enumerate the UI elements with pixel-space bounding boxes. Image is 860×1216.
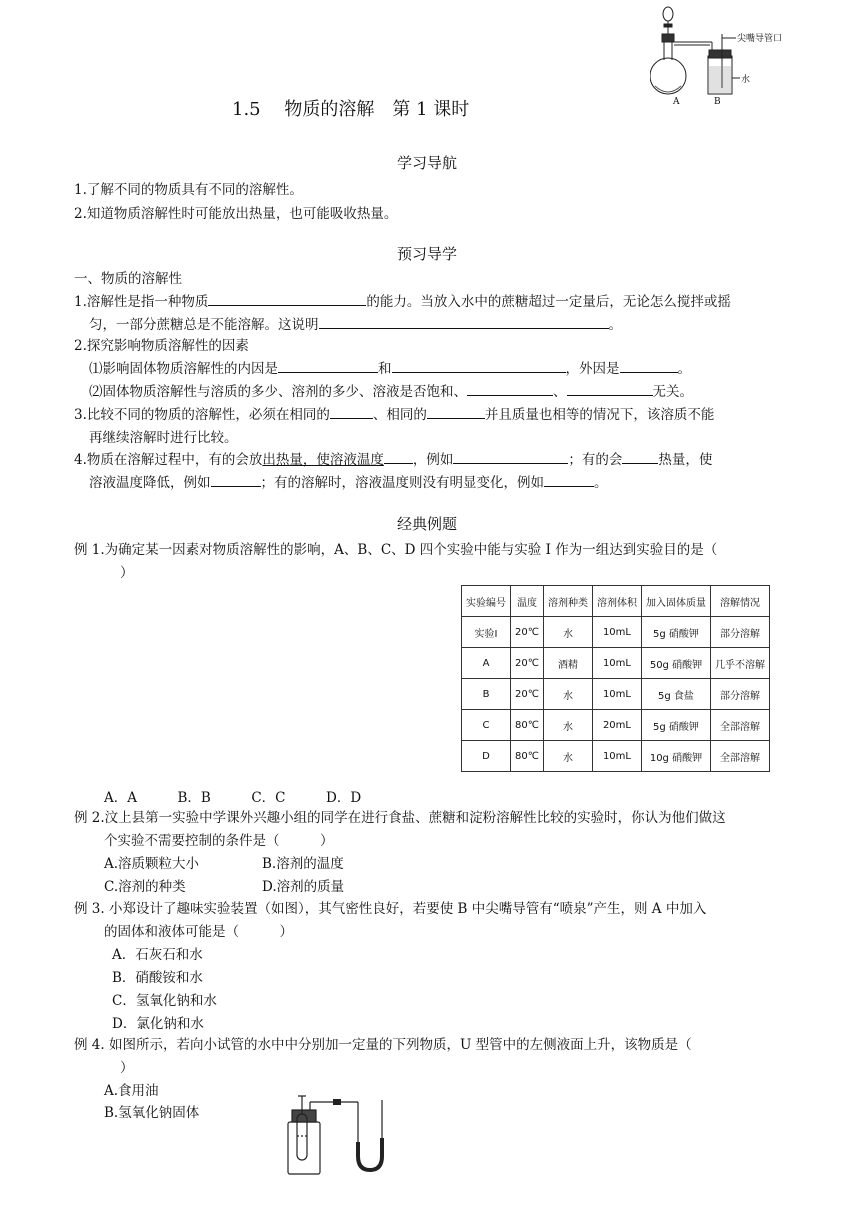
table-cell: 10mL [592,679,641,710]
table-header-cell: 溶剂体积 [592,586,641,617]
question-1-line-1: 1.溶解性是指一种物质 的能力。当放入水中的蔗糖超过一定量后，无论怎么搅拌或摇 [74,290,731,310]
blank[interactable] [427,404,485,419]
table-cell: C [462,710,511,741]
blank[interactable] [622,449,658,464]
table-cell: D [462,741,511,772]
question-4-line-2: 溶液温度降低，例如 ；有的溶解时，溶液温度则没有明显变化，例如 。 [89,471,608,491]
page-title: 1.5 物质的溶解 第 1 课时 [232,99,470,120]
section-heading-nav: 学习导航 [397,154,458,172]
blank[interactable] [392,358,566,373]
figure-label-b: B [714,97,721,107]
example-2-option-b: B.溶剂的温度 [262,856,344,872]
table-cell: 水 [543,741,592,772]
example-3-option-b: B．硝酸铵和水 [112,970,203,986]
table-cell: 实验I [462,617,511,648]
blank[interactable] [453,449,568,464]
blank[interactable] [467,381,553,396]
example-3-line-2: 的固体和液体可能是（ ） [104,924,293,940]
table-header-cell: 溶解情况 [710,586,769,617]
table-cell: 酒精 [543,648,592,679]
example-3-option-d: D．氯化钠和水 [112,1016,204,1032]
blank[interactable] [330,404,373,419]
example-1-line-1: 例 1.为确定某一因素对物质溶解性的影响，A、B、C、D 四个实验中能与实验 I 作为一组达到实验目的是（ [74,542,718,558]
example-1-line-2: ） [120,565,134,581]
apparatus-figure [650,0,783,110]
example-3-option-c: C．氢氧化钠和水 [112,993,217,1009]
table-cell: 10mL [592,648,641,679]
table-cell: 20℃ [511,648,544,679]
u-tube-figure [278,1092,398,1184]
table-cell: 50g 硝酸钾 [641,648,710,679]
table-cell: A [462,648,511,679]
question-2: 2.探究影响物质溶解性的因素 [74,338,249,354]
example-1-options: A．A B．B C．C D．D [104,790,362,806]
table-cell: 水 [543,617,592,648]
table-header-cell: 溶剂种类 [543,586,592,617]
nav-line-1: 1.了解不同的物质具有不同的溶解性。 [74,182,303,198]
section-heading-examples: 经典例题 [397,515,458,533]
table-cell: 全部溶解 [710,741,769,772]
table-cell: 20℃ [511,679,544,710]
example-4-option-a: A.食用油 [104,1083,159,1099]
section-heading-preview: 预习导学 [397,245,458,263]
blank[interactable] [544,472,594,487]
table-cell: 10mL [592,617,641,648]
table-cell: 20℃ [511,617,544,648]
figure-label-water: 水 [741,75,751,85]
table-cell: 部分溶解 [710,617,769,648]
question-4-line-1: 4.物质在溶解过程中，有的会放出热量，使溶液温度 ，例如 ；有的会 热量，使 [74,448,712,468]
table-cell: 20mL [592,710,641,741]
blank[interactable] [384,449,413,464]
question-1-line-2: 匀，一部分蔗糖总是不能溶解。这说明 。 [89,313,622,333]
example-2-line-2: 个实验不需要控制的条件是（ ） [104,833,334,849]
example-2-line-1: 例 2.汶上县第一实验中学课外兴趣小组的同学在进行食盐、蔗糖和淀粉溶解性比较的实验时，你认为他们做这 [74,810,726,826]
example-2-option-d: D.溶剂的质量 [262,879,345,895]
example-2-option-c: C.溶剂的种类 [104,879,186,895]
table-cell: 水 [543,710,592,741]
table-cell: 80℃ [511,741,544,772]
table-cell: B [462,679,511,710]
example-4-line-1: 例 4. 如图所示，若向小试管的水中中分别加一定量的下列物质，U 型管中的左侧液面上升，该物质是（ [74,1037,692,1053]
example-3-option-a: A．石灰石和水 [112,947,203,963]
table-cell: 5g 食盐 [641,679,710,710]
table-header-cell: 加入固体质量 [641,586,710,617]
blank[interactable] [278,358,378,373]
example-4-option-b: B.氢氧化钠固体 [104,1105,200,1121]
table-row [462,679,770,710]
question-3-line-1: 3.比较不同的物质的溶解性，必须在相同的 、相同的 并且质量也相等的情况下，该溶质不能 [74,403,714,423]
table-header-cell: 温度 [511,586,544,617]
table-cell: 部分溶解 [710,679,769,710]
table-row [462,741,770,772]
figure-label-tip: 尖嘴导管口 [737,34,783,44]
question-3-line-2: 再继续溶解时进行比较。 [89,430,238,446]
table-cell: 5g 硝酸钾 [641,710,710,741]
blank[interactable] [208,291,366,306]
preview-sec1: 一、物质的溶解性 [74,271,182,287]
example-2-option-a: A.溶质颗粒大小 [104,856,200,872]
table-cell: 10mL [592,741,641,772]
blank[interactable] [620,358,678,373]
example-4-line-2: ） [120,1060,134,1076]
question-2-2: ⑵固体物质溶解性与溶质的多少、溶剂的多少、溶液是否饱和、 、 无关。 [89,380,693,400]
table-row [462,710,770,741]
table-cell: 水 [543,679,592,710]
experiment-table [461,585,770,772]
table-header-row [462,586,770,617]
table-cell: 80℃ [511,710,544,741]
nav-line-2: 2.知道物质溶解性时可能放出热量，也可能吸收热量。 [74,206,398,222]
question-2-1: ⑴影响固体物质溶解性的内因是 和 ，外因是 。 [89,357,691,377]
blank[interactable] [211,472,261,487]
table-cell: 几乎不溶解 [710,648,769,679]
example-3-line-1: 例 3. 小郑设计了趣味实验装置（如图），其气密性良好，若要使 B 中尖嘴导管有“喷泉”产生，则 A 中加入 [74,901,707,917]
blank[interactable] [567,381,653,396]
table-header-cell: 实验编号 [462,586,511,617]
table-cell: 全部溶解 [710,710,769,741]
table-row [462,648,770,679]
table-cell: 5g 硝酸钾 [641,617,710,648]
table-row [462,617,770,648]
blank[interactable] [319,314,609,329]
figure-label-a: A [673,97,680,107]
table-cell: 10g 硝酸钾 [641,741,710,772]
